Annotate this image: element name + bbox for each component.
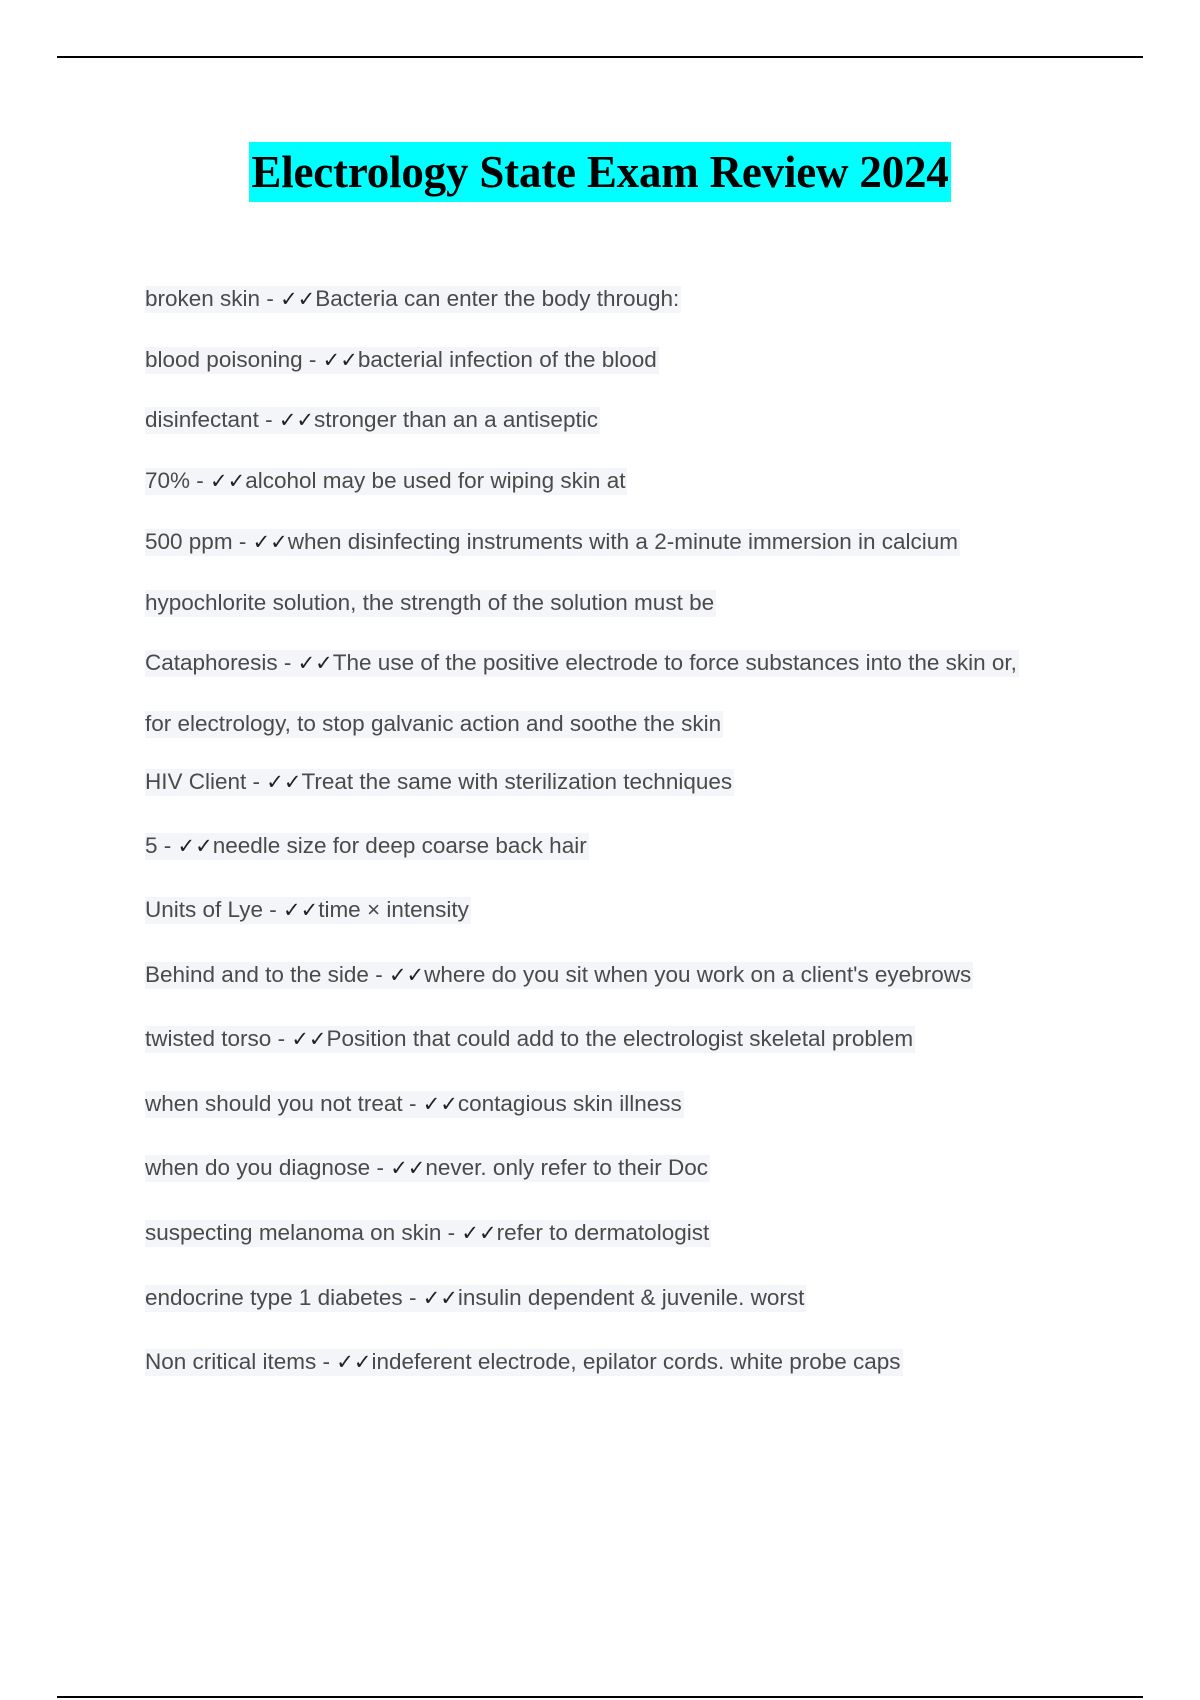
- flashcard-entry-line: when do you diagnose - ✓✓never. only refer to their Doc: [145, 1155, 709, 1180]
- entry-answer: refer to dermatologist: [496, 1220, 710, 1245]
- double-check-icon: ✓✓: [336, 1350, 372, 1374]
- entry-answer: indeferent electrode, epilator cords. white probe caps: [371, 1349, 901, 1374]
- bottom-rule: [57, 1696, 1143, 1698]
- entry-answer-continuation: hypochlorite solution, the strength of the solution must be: [145, 590, 715, 615]
- flashcard-entry-line: Non critical items - ✓✓indeferent electrode, epilator cords. white probe caps: [145, 1349, 901, 1374]
- entry-term: endocrine type 1 diabetes: [145, 1285, 403, 1310]
- double-check-icon: ✓✓: [282, 898, 319, 922]
- entry-answer: Position that could add to the electrologist skeletal problem: [326, 1026, 914, 1051]
- entry-answer: time × intensity: [318, 897, 469, 922]
- entry-term: Non critical items: [145, 1349, 317, 1374]
- title-block: [0, 142, 1200, 202]
- entry-term: Cataphoresis: [145, 650, 278, 675]
- flashcard-entry-line: suspecting melanoma on skin - ✓✓refer to dermatologist: [145, 1220, 710, 1245]
- entry-term: broken skin: [145, 286, 261, 311]
- double-check-icon: ✓✓: [278, 408, 315, 432]
- entry-answer: never. only refer to their Doc: [425, 1155, 709, 1180]
- entry-answer: Treat the same with sterilization techniques: [301, 769, 733, 794]
- double-check-icon: ✓✓: [291, 1027, 327, 1051]
- double-check-icon: ✓✓: [388, 963, 425, 987]
- entry-answer: stronger than an a antiseptic: [314, 407, 598, 432]
- entry-answer: alcohol may be used for wiping skin at: [245, 468, 626, 493]
- entry-term: HIV Client: [145, 769, 247, 794]
- double-check-icon: ✓✓: [297, 651, 333, 675]
- double-check-icon: ✓✓: [280, 287, 316, 311]
- double-check-icon: ✓✓: [461, 1221, 497, 1245]
- flashcard-entry-line: Units of Lye - ✓✓time × intensity: [145, 897, 469, 922]
- entry-answer: contagious skin illness: [457, 1091, 682, 1116]
- double-check-icon: ✓✓: [322, 348, 358, 372]
- entry-term: Units of Lye: [145, 897, 263, 922]
- entry-term: twisted torso: [145, 1026, 272, 1051]
- flashcard-entry-continuation: [145, 704, 723, 744]
- entry-term: blood poisoning: [145, 347, 303, 372]
- double-check-icon: ✓✓: [252, 530, 288, 554]
- flashcard-entry-line: endocrine type 1 diabetes - ✓✓insulin dependent & juvenile. worst: [145, 1285, 805, 1310]
- flashcard-entry-line: blood poisoning - ✓✓bacterial infection of the blood: [145, 347, 657, 372]
- flashcard-entry-line: Behind and to the side - ✓✓where do you sit when you work on a client's eyebrows: [145, 962, 972, 987]
- entry-answer: bacterial infection of the blood: [357, 347, 657, 372]
- entry-answer: Bacteria can enter the body through:: [315, 286, 680, 311]
- flashcard-entry-line: broken skin - ✓✓Bacteria can enter the body through:: [145, 286, 680, 311]
- flashcard-entry-line: 5 - ✓✓needle size for deep coarse back hair: [145, 833, 587, 858]
- double-check-icon: ✓✓: [422, 1092, 458, 1116]
- top-rule: [57, 56, 1143, 58]
- entry-term: disinfectant: [145, 407, 259, 432]
- entry-term: 5: [145, 833, 158, 858]
- entry-answer: The use of the positive electrode to force substances into the skin or,: [332, 650, 1017, 675]
- entry-term: 500 ppm: [145, 529, 233, 554]
- entry-term: Behind and to the side: [145, 962, 369, 987]
- entry-term: when do you diagnose: [145, 1155, 371, 1180]
- flashcard-entry-line: twisted torso - ✓✓Position that could add to the electrologist skeletal problem: [145, 1026, 914, 1051]
- entry-term: when should you not treat: [145, 1091, 403, 1116]
- entry-answer: needle size for deep coarse back hair: [212, 833, 587, 858]
- flashcard-entry-line: 500 ppm - ✓✓when disinfecting instruments with a 2-minute immersion in calcium: [145, 529, 959, 554]
- entry-term: suspecting melanoma on skin: [145, 1220, 442, 1245]
- entry-answer: insulin dependent & juvenile. worst: [457, 1285, 805, 1310]
- double-check-icon: ✓✓: [210, 469, 246, 493]
- entry-term: 70%: [145, 468, 191, 493]
- entry-answer-continuation: for electrology, to stop galvanic action and soothe the skin: [145, 711, 722, 736]
- flashcard-entry-line: when should you not treat - ✓✓contagious skin illness: [145, 1091, 682, 1116]
- double-check-icon: ✓✓: [390, 1156, 426, 1180]
- flashcard-entry-line: disinfectant - ✓✓stronger than an a antiseptic: [145, 407, 598, 432]
- entry-answer: where do you sit when you work on a client's eyebrows: [424, 962, 972, 987]
- flashcard-entry-line: Cataphoresis - ✓✓The use of the positive electrode to force substances into the skin or,: [145, 650, 1017, 675]
- flashcard-entry-line: HIV Client - ✓✓Treat the same with sterilization techniques: [145, 769, 733, 794]
- flashcard-entry-line: 70% - ✓✓alcohol may be used for wiping skin at: [145, 468, 626, 493]
- entry-answer: when disinfecting instruments with a 2-minute immersion in calcium: [287, 529, 959, 554]
- flashcard-entry-continuation: [145, 583, 716, 623]
- double-check-icon: ✓✓: [177, 834, 213, 858]
- double-check-icon: ✓✓: [266, 770, 302, 794]
- page-title: Electrology State Exam Review 2024: [249, 142, 950, 202]
- double-check-icon: ✓✓: [422, 1286, 458, 1310]
